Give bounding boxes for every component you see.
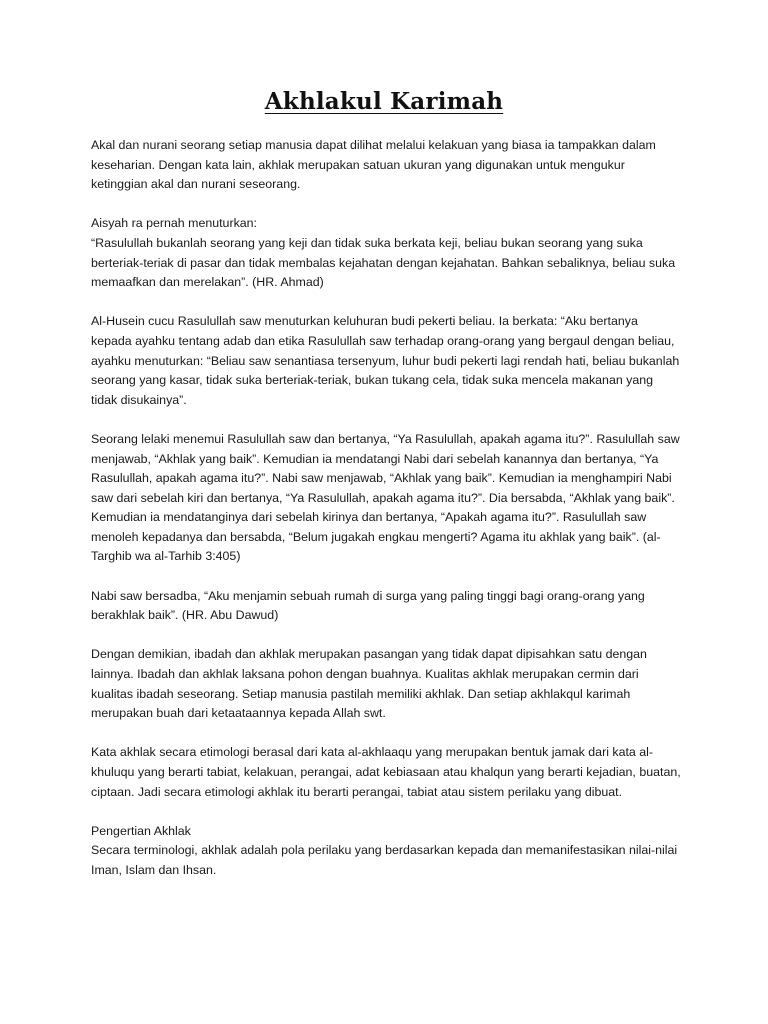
paragraph-al-husein: Al-Husein cucu Rasulullah saw menuturkan keluhuran budi pekerti beliau. Ia berkata: “Aku bertanya kepada ayahku tentang adab dan etika Rasulullah saw terhadap orang-orang yang bergaul dengan beliau, ayahku menuturkan: “Beliau saw senantiasa tersenyum, luhur budi pekerti lagi rendah hati, beliau bukanlah seorang yang kasar, tidak suka berteriak-teriak, bukan tukang cela, tidak suka mencela makanan yang tidak disukainya”. <box>91 314 680 407</box>
paragraph-lelaki-bertanya: Seorang lelaki menemui Rasulullah saw dan bertanya, “Ya Rasulullah, apakah agama itu?”. Rasulullah saw menjawab, “Akhlak yang baik”. Kemudian ia mendatangi Nabi dari sebelah kanannya dan bertanya, “Ya Rasulullah, apakah agama itu?”. Nabi saw menjawab, “Akhlak yang baik”. Kemudian ia menghampiri Nabi saw dari sebelah kiri dan bertanya, “Ya Rasulullah, apakah agama itu?”. Dia bersabda, “Akhlak yang baik”. Kemudian ia mendatanginya dari sebelah kirinya dan bertanya, “Apakah agama itu?”. Rasulullah saw menoleh kepadanya dan bersabda, “Belum jugakah engkau mengerti? Agama itu akhlak yang baik”. (al-Targhib wa al-Tarhib 3:405) <box>91 431 680 564</box>
paragraph-ibadah-akhlak: Dengan demikian, ibadah dan akhlak merupakan pasangan yang tidak dapat dipisahkan satu dengan lainnya. Ibadah dan akhlak laksana pohon dengan buahnya. Kualitas akhlak merupakan cermin dari kualitas ibadah seseorang. Setiap manusia pastilah memiliki akhlak. Dan setiap akhlakqul karimah merupakan buah dari ketaataannya kepada Allah swt. <box>91 647 647 721</box>
document-title: Akhlakul Karimah <box>264 88 504 115</box>
paragraph-nabi-bersabda: Nabi saw bersadba, “Aku menjamin sebuah rumah di surga yang paling tinggi bagi orang-orang yang berakhlak baik”. (HR. Abu Dawud) <box>91 588 645 623</box>
paragraph-intro: Akal dan nurani seorang setiap manusia dapat dilihat melalui kelakuan yang biasa ia tampakkan dalam keseharian. Dengan kata lain, akhlak merupakan satuan ukuran yang digunakan untuk mengukur ketinggian akal dan nurani seseorang. <box>91 138 656 192</box>
paragraph-terminologi: Secara terminologi, akhlak adalah pola perilaku yang berdasarkan kepada dan memanifestasikan nilai-nilai Iman, Islam dan Ihsan. <box>91 843 678 877</box>
document-body <box>91 136 681 881</box>
paragraph-etimologi: Kata akhlak secara etimologi berasal dari kata al-akhlaaqu yang merupakan bentuk jamak dari kata al-khuluqu yang berarti tabiat, kelakuan, perangai, adat kebiasaan atau khalqun yang berarti kejadian, buatan, ciptaan. Jadi secara etimologi akhlak itu berarti perangai, tabiat atau sistem perilaku yang dibuat. <box>91 745 681 799</box>
section-heading: Pengertian Akhlak <box>91 823 191 838</box>
paragraph-aisyah-quote: Aisyah ra pernah menuturkan: “Rasulullah bukanlah seorang yang keji dan tidak suka berkata keji, beliau bukan seorang yang suka berteriak-teriak di pasar dan tidak membalas kejahatan dengan kejahatan. Bahkan sebaliknya, beliau suka memaafkan dan merelakan”. (HR. Ahmad) <box>91 216 676 290</box>
